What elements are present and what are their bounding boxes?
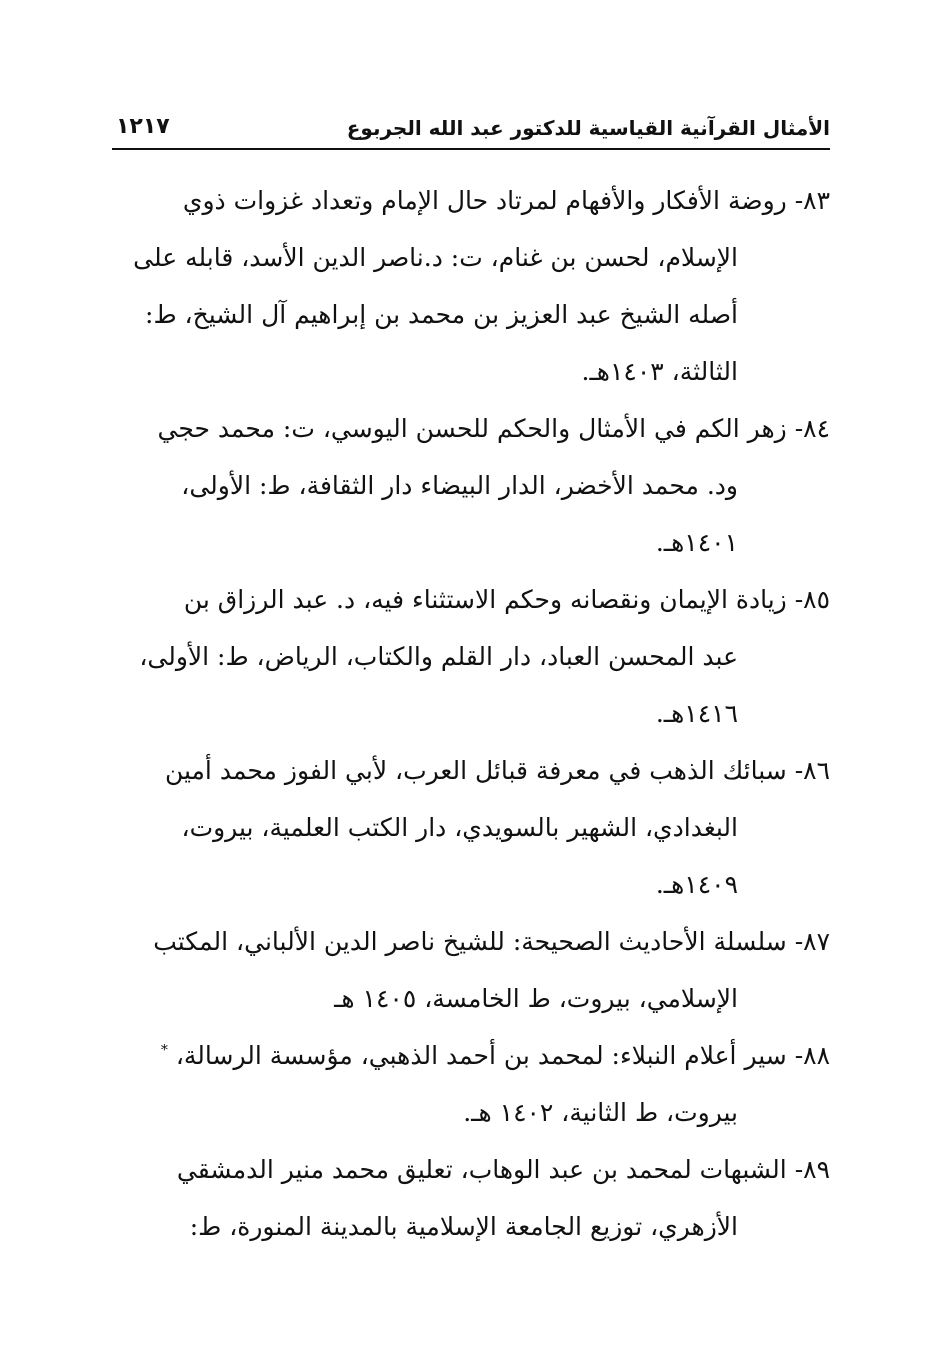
entry-number: ٨٥- bbox=[794, 585, 830, 614]
entry-line: ود. محمد الأخضر، الدار البيضاء دار الثقافة، ط: الأولى، bbox=[181, 471, 738, 500]
entry-line: الثالثة، ١٤٠٣هـ. bbox=[581, 357, 738, 386]
entry-line: زيادة الإيمان ونقصانه وحكم الاستثناء فيه، د. عبد الرزاق بن bbox=[183, 585, 787, 614]
entry-line: أصله الشيخ عبد العزيز بن محمد بن إبراهيم آل الشيخ، ط: bbox=[145, 300, 738, 329]
footnote-mark: * bbox=[160, 1042, 168, 1059]
entry-line: الشبهات لمحمد بن عبد الوهاب، تعليق محمد منير الدمشقي bbox=[176, 1155, 787, 1184]
entry-number: ٨٧- bbox=[794, 927, 830, 956]
entry-line: عبد المحسن العباد، دار القلم والكتاب، الرياض، ط: الأولى، bbox=[139, 642, 738, 671]
entry-line: ١٤١٦هـ. bbox=[655, 699, 738, 728]
header-rule bbox=[112, 148, 830, 150]
entry-number: ٨٩- bbox=[794, 1155, 830, 1184]
entry-line: زهر الكم في الأمثال والحكم للحسن اليوسي، ت: محمد حجي bbox=[157, 414, 787, 443]
bibliography-entry bbox=[112, 571, 830, 742]
header-title: الأمثال القرآنية القياسية للدكتور عبد الله الجربوع bbox=[346, 116, 830, 140]
running-header bbox=[112, 112, 830, 152]
entry-line: روضة الأفكار والأفهام لمرتاد حال الإمام وتعداد غزوات ذوي bbox=[182, 186, 787, 215]
entry-line: سبائك الذهب في معرفة قبائل العرب، لأبي الفوز محمد أمين bbox=[164, 756, 787, 785]
entry-line: سلسلة الأحاديث الصحيحة: للشيخ ناصر الدين الألباني، المكتب bbox=[153, 927, 787, 956]
bibliography-entry bbox=[112, 1141, 830, 1255]
entry-number: ٨٨- bbox=[794, 1041, 830, 1070]
bibliography-entry bbox=[112, 400, 830, 571]
entry-line: الإسلام، لحسن بن غنام، ت: د.ناصر الدين الأسد، قابله على bbox=[133, 243, 738, 272]
entry-number: ٨٤- bbox=[794, 414, 830, 443]
entry-number: ٨٣- bbox=[794, 186, 830, 215]
entry-line: سير أعلام النبلاء: لمحمد بن أحمد الذهبي، مؤسسة الرسالة، bbox=[175, 1041, 787, 1070]
entry-line: الأزهري، توزيع الجامعة الإسلامية بالمدينة المنورة، ط: bbox=[189, 1212, 738, 1241]
entry-line: الإسلامي، بيروت، ط الخامسة، ١٤٠٥ هـ bbox=[334, 984, 738, 1013]
entry-line: ١٤٠٩هـ. bbox=[655, 870, 738, 899]
page-number: ١٢١٧ bbox=[116, 114, 170, 139]
bibliography-entry bbox=[112, 742, 830, 913]
bibliography-list bbox=[112, 172, 830, 1255]
entry-line: ١٤٠١هـ. bbox=[655, 528, 738, 557]
entry-line: البغدادي، الشهير بالسويدي، دار الكتب العلمية، بيروت، bbox=[181, 813, 738, 842]
entry-number: ٨٦- bbox=[794, 756, 830, 785]
entry-line: بيروت، ط الثانية، ١٤٠٢ هـ. bbox=[463, 1098, 738, 1127]
bibliography-entry bbox=[112, 1027, 830, 1141]
bibliography-entry bbox=[112, 172, 830, 400]
bibliography-entry bbox=[112, 913, 830, 1027]
